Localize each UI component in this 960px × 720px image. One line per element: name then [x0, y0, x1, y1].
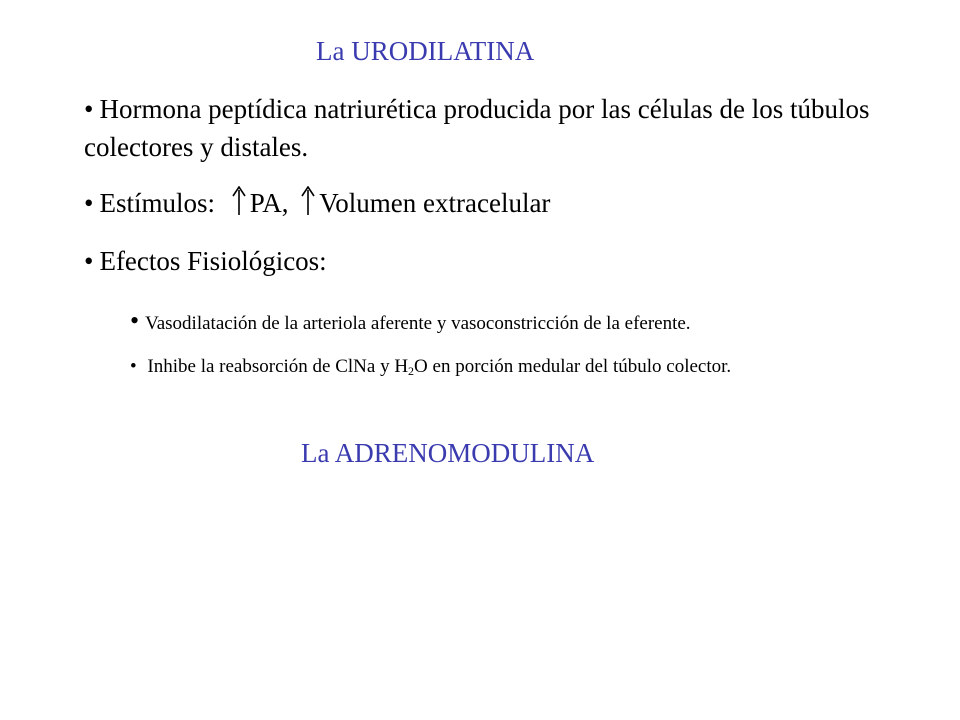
bullet-efectos	[84, 242, 327, 280]
effect-inhibe-text-2: O en porción medular del túbulo colector.	[414, 356, 732, 377]
subscript-2: 2	[408, 364, 415, 378]
bullet-icon: •	[84, 94, 94, 124]
effects-label: Efectos Fisiológicos:	[99, 246, 327, 276]
stimuli-label: Estímulos:	[99, 188, 215, 218]
up-arrow-icon	[297, 186, 319, 216]
bullet-icon: •	[130, 306, 140, 335]
bullet-hormona-text: Hormona peptídica natriurética producida por las células de los túbulos colectores y distales.	[84, 94, 870, 162]
bullet-hormona	[84, 90, 874, 166]
effect-inhibe-text-1: Inhibe la reabsorción de ClNa y H	[147, 356, 409, 377]
bullet-icon: •	[84, 246, 94, 276]
section2-title: La ADRENOMODULINA	[301, 438, 595, 468]
effect-vasodilatacion-text: Vasodilatación de la arteriola aferente y vasoconstricción de la eferente.	[145, 313, 691, 334]
bullet-icon: •	[84, 188, 94, 218]
effect-inhibe	[130, 354, 810, 380]
section1-title: La URODILATINA	[316, 36, 535, 66]
up-arrow-icon	[228, 186, 250, 216]
stimuli-item-pa: PA,	[249, 188, 289, 218]
bullet-estimulos	[84, 184, 550, 222]
bullet-icon: •	[130, 356, 137, 377]
effect-vasodilatacion	[130, 308, 691, 337]
stimuli-item-volumen: Volumen extracelular	[319, 188, 551, 218]
